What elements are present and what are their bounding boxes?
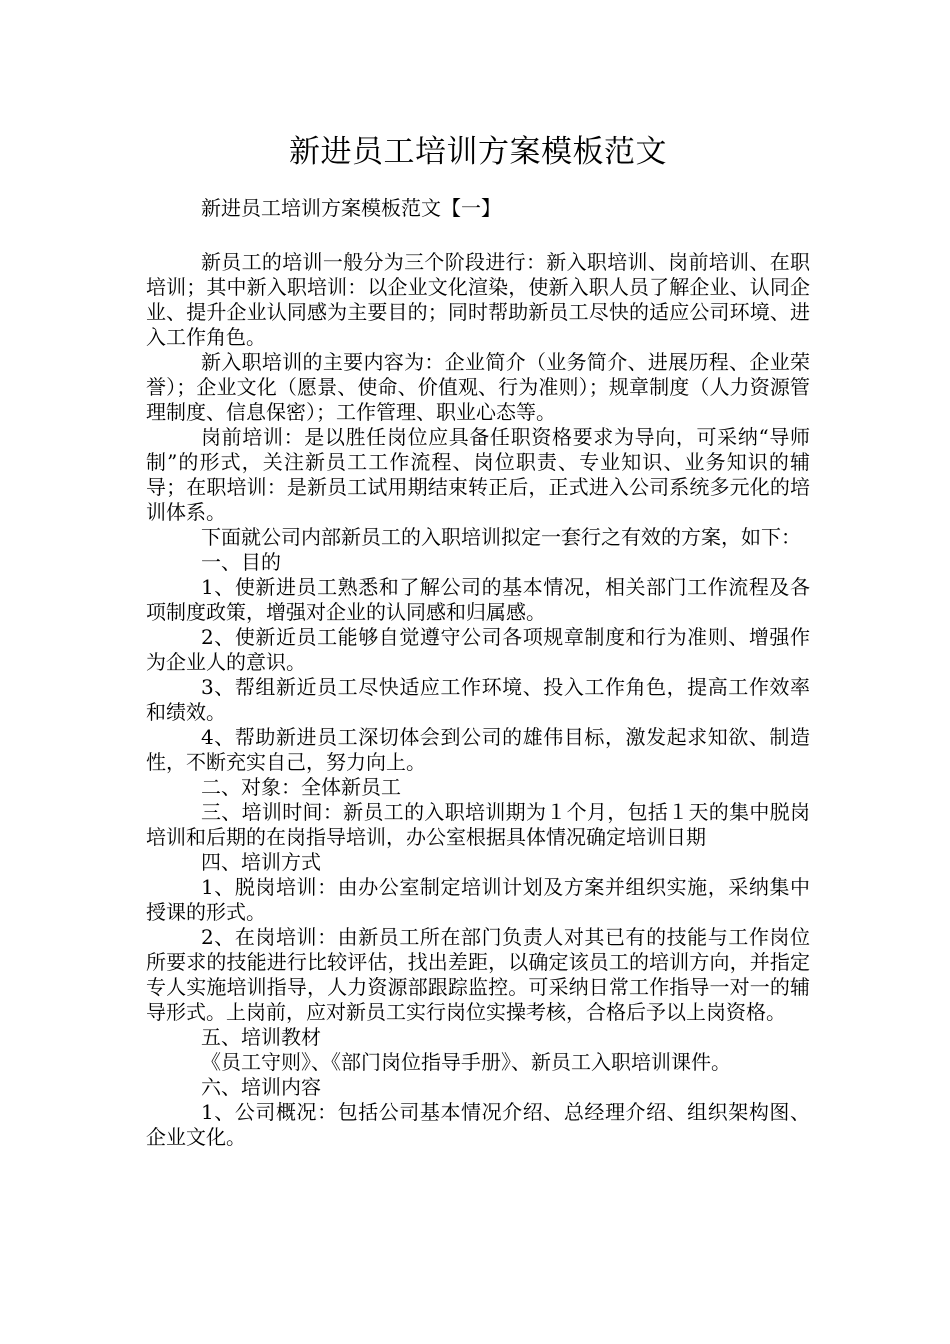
list-item-purpose-4: 4、帮助新进员工深切体会到公司的雄伟目标，激发起求知欲、制造性，不断充实自己，努力向上。 [146, 725, 810, 774]
section-heading-training-method: 四、培训方式 [201, 850, 321, 874]
document-subtitle: 新进员工培训方案模板范文【一】 [201, 196, 501, 220]
document-page [146, 0, 810, 1150]
list-item-method-1: 1、脱岗培训：由办公室制定培训计划及方案并组织实施，采纳集中授课的形式。 [146, 875, 810, 924]
paragraph-materials: 《员工守则》、《部门岗位指导手册》、新员工入职培训课件。 [201, 1050, 731, 1074]
paragraph-onboarding-content: 新入职培训的主要内容为：企业简介（业务简介、进展历程、企业荣誉）；企业文化（愿景、使命、价值观、行为准则）；规章制度（人力资源管理制度、信息保密）；工作管理、职业心态等。 [146, 350, 810, 424]
list-item-content-1: 1、公司概况：包括公司基本情况介绍、总经理介绍、组织架构图、企业文化。 [146, 1100, 810, 1149]
section-heading-materials: 五、培训教材 [201, 1025, 321, 1049]
list-item-purpose-3: 3、帮组新近员工尽快适应工作环境、投入工作角色，提高工作效率和绩效。 [146, 675, 810, 724]
paragraph-intro: 新员工的培训一般分为三个阶段进行：新入职培训、岗前培训、在职培训；其中新入职培训：以企业文化渲染，使新入职人员了解企业、认同企业、提升企业认同感为主要目的；同时帮助新员工尽快的适应公司环境、进入工作角色。 [146, 250, 810, 349]
section-heading-purpose: 一、目的 [201, 550, 281, 574]
list-item-method-2: 2、在岗培训：由新员工所在部门负责人对其已有的技能与工作岗位所要求的技能进行比较评估，找出差距，以确定该员工的培训方向，并指定专人实施培训指导，人力资源部跟踪监控。可采纳日常工作指导一对一的辅导形式。上岗前，应对新员工实行岗位实操考核，合格后予以上岗资格。 [146, 925, 810, 1024]
list-item-purpose-2: 2、使新近员工能够自觉遵守公司各项规章制度和行为准则、增强作为企业人的意识。 [146, 625, 810, 674]
paragraph-pre-job-training: 岗前培训：是以胜任岗位应具备任职资格要求为导向，可采纳“导师制”的形式，关注新员工工作流程、岗位职责、专业知识、业务知识的辅导；在职培训：是新员工试用期结束转正后，正式进入公司系统多元化的培训体系。 [146, 425, 810, 524]
section-heading-target: 二、对象：全体新员工 [201, 775, 401, 799]
paragraph-plan-intro: 下面就公司内部新员工的入职培训拟定一套行之有效的方案，如下： [201, 525, 801, 549]
document-body [146, 250, 810, 1150]
document-title: 新进员工培训方案模板范文 [289, 134, 667, 170]
list-item-purpose-1: 1、使新进员工熟悉和了解公司的基本情况，相关部门工作流程及各项制度政策，增强对企业的认同感和归属感。 [146, 575, 810, 624]
section-heading-training-time: 三、培训时间：新员工的入职培训期为１个月，包括１天的集中脱岗培训和后期的在岗指导培训，办公室根据具体情况确定培训日期 [146, 800, 810, 849]
section-heading-content: 六、培训内容 [201, 1075, 321, 1099]
